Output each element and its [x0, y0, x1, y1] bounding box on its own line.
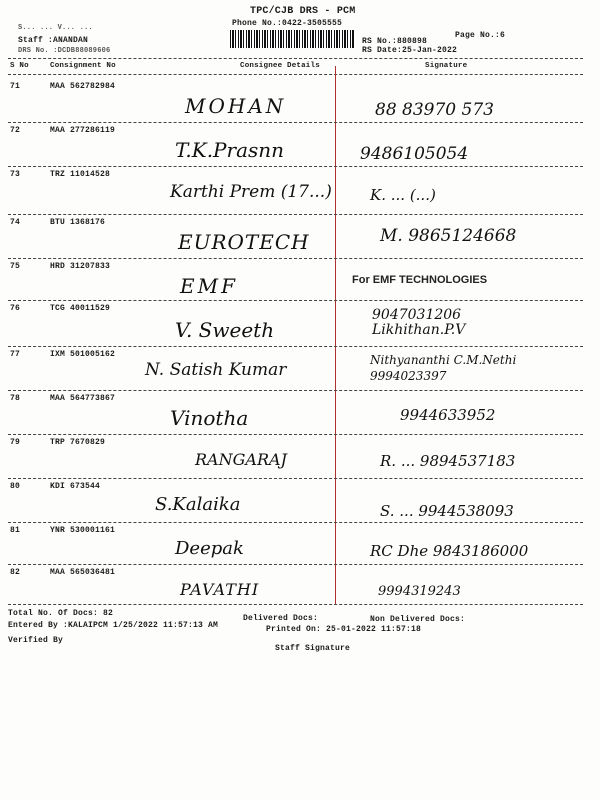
row-sno: 79 [10, 438, 21, 447]
printed-on: Printed On: 25-01-2022 11:57:18 [266, 625, 422, 634]
table-row [0, 124, 600, 172]
row-sno: 77 [10, 350, 21, 359]
page-number: Page No.:6 [455, 31, 506, 40]
row-signature-handwriting: 88 83970 573 [375, 100, 494, 120]
row-consignment: TRZ 11014528 [50, 170, 111, 179]
staff-name: Staff :ANANDAN [18, 36, 89, 45]
row-consignee-handwriting: T.K.Prasnn [175, 138, 285, 162]
row-consignee-handwriting: EMF [180, 274, 238, 298]
col-signature: Signature [425, 62, 468, 70]
row-signature-handwriting: S. ... 9944538093 [380, 502, 514, 520]
row-signature-handwriting: RC Dhe 9843186000 [370, 542, 529, 560]
row-consignee-handwriting: Deepak [175, 538, 244, 559]
row-signature-handwriting: 9994319243 [378, 584, 461, 599]
row-sno: 71 [10, 82, 21, 91]
row-consignment: TCG 40011529 [50, 304, 111, 313]
row-divider [8, 166, 583, 167]
row-consignee-handwriting: N. Satish Kumar [145, 360, 287, 380]
row-signature-handwriting: 9944633952 [400, 406, 496, 424]
table-row [0, 436, 600, 484]
row-consignee-handwriting: S.Kalaika [155, 494, 241, 515]
row-signature-handwriting: Nithyananthi C.M.Nethi 9994023397 [370, 353, 517, 383]
staff-signature-label: Staff Signature [275, 644, 351, 653]
rs-number: RS No.:880898 [362, 37, 428, 46]
header-divider [8, 58, 583, 59]
table-row [0, 348, 600, 396]
row-signature-handwriting: 9047031206 Likhithan.P.V [372, 307, 466, 338]
row-divider [8, 214, 583, 215]
row-consignee-handwriting: V. Sweeth [175, 318, 275, 342]
row-sno: 72 [10, 126, 21, 135]
drs-number: DRS No. :DCDB88089606 [18, 47, 111, 55]
row-consignee-handwriting: Vinotha [170, 406, 249, 430]
total-docs: Total No. Of Docs: 82 [8, 609, 114, 618]
row-sno: 78 [10, 394, 21, 403]
row-divider [8, 258, 583, 259]
row-consignment: MAA 277286119 [50, 126, 116, 135]
table-row [0, 392, 600, 440]
row-signature-handwriting: K. ... (...) [370, 186, 436, 204]
row-consignment: MAA 564773867 [50, 394, 116, 403]
row-consignment: KDI 673544 [50, 482, 101, 491]
table-row [0, 566, 600, 614]
row-divider [8, 300, 583, 301]
non-delivered-docs: Non Delivered Docs: [370, 615, 466, 624]
col-consignee: Consignee Details [240, 62, 320, 70]
row-signature-handwriting: 9486105054 [360, 144, 469, 164]
row-sno: 81 [10, 526, 21, 535]
document-title: TPC/CJB DRS - PCM [250, 6, 356, 17]
row-sno: 82 [10, 568, 21, 577]
entered-by: Entered By :KALAIPCM 1/25/2022 11:57:13 AM [8, 621, 219, 630]
row-divider [8, 564, 583, 565]
header-faint-line: S... ... V... ... [18, 24, 93, 32]
col-sno: S No [10, 62, 29, 70]
row-consignment: MAA 565036481 [50, 568, 116, 577]
row-consignment: HRD 31207833 [50, 262, 111, 271]
column-divider [8, 74, 583, 75]
footer-divider [8, 604, 583, 605]
row-divider [8, 122, 583, 123]
row-signature-handwriting: M. 9865124668 [380, 226, 517, 246]
row-consignment: IXM 501005162 [50, 350, 116, 359]
row-sno: 80 [10, 482, 21, 491]
table-row [0, 168, 600, 216]
row-consignment: TRP 7670829 [50, 438, 106, 447]
table-row [0, 80, 600, 128]
row-consignee-handwriting: Karthi Prem (17...) [170, 182, 332, 202]
row-divider [8, 434, 583, 435]
row-signature-handwriting: R. ... 9894537183 [380, 452, 516, 470]
row-sno: 75 [10, 262, 21, 271]
row-consignee-handwriting: MOHAN [185, 94, 287, 118]
row-consignee-handwriting: EUROTECH [178, 230, 310, 254]
col-consignment: Consignment No [50, 62, 116, 70]
row-divider [8, 478, 583, 479]
row-consignment: BTU 1368176 [50, 218, 106, 227]
verified-by: Verified By [8, 636, 64, 645]
barcode [230, 30, 355, 48]
row-consignment: YNR 530001161 [50, 526, 116, 535]
phone-number: Phone No.:0422-3505555 [232, 19, 343, 28]
row-consignee-handwriting: PAVATHI [180, 580, 260, 599]
delivered-docs: Delivered Docs: [243, 614, 319, 623]
row-divider [8, 346, 583, 347]
row-sno: 76 [10, 304, 21, 313]
company-stamp: For EMF TECHNOLOGIES [352, 274, 488, 286]
row-consignment: MAA 562782984 [50, 82, 116, 91]
row-sno: 73 [10, 170, 21, 179]
table-row [0, 302, 600, 350]
rs-date: RS Date:25-Jan-2022 [362, 46, 458, 55]
table-row [0, 216, 600, 264]
row-sno: 74 [10, 218, 21, 227]
row-consignee-handwriting: RANGARAJ [195, 450, 287, 469]
table-row [0, 480, 600, 528]
row-divider [8, 390, 583, 391]
row-divider [8, 522, 583, 523]
